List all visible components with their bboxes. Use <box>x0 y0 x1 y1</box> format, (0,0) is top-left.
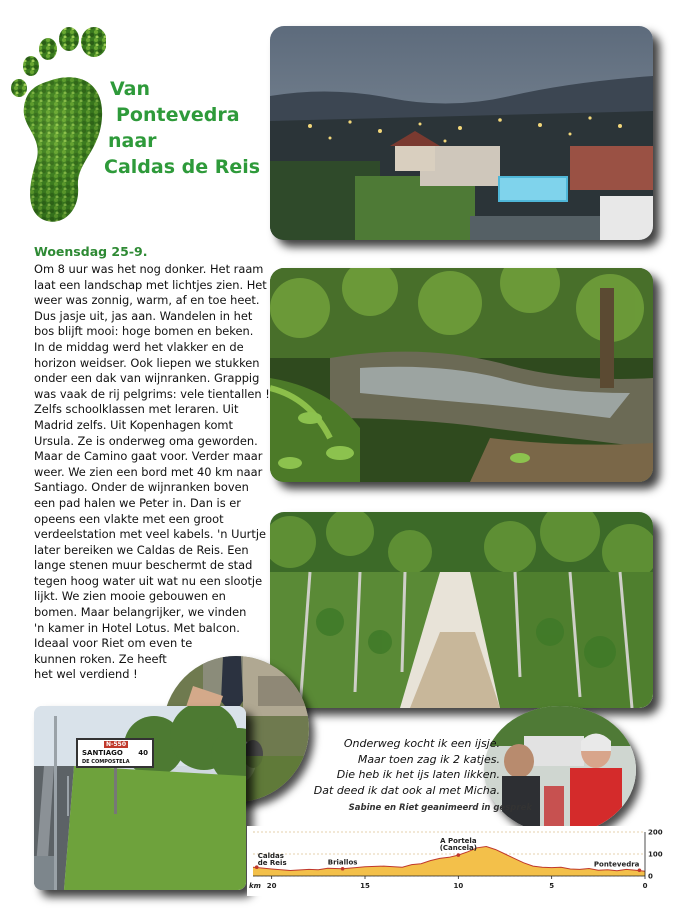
story-line: lijkt. We zien mooie gebouwen en <box>34 589 226 604</box>
title-line-1: Van <box>110 78 151 100</box>
page-title <box>104 76 268 180</box>
poem-line: Onderweg kocht ik een ijsje. <box>343 737 500 750</box>
photo-forest-stream <box>270 268 653 482</box>
story-line: laat een landschap met lichtjes zien. Het <box>34 277 267 292</box>
place-marker <box>638 868 642 872</box>
entry-date: Woensdag 25-9. <box>34 244 148 259</box>
story-line: Om 8 uur was het nog donker. Het raam <box>34 262 264 276</box>
story-line: Madrid zelfs. Uit Kopenhagen komt <box>34 417 233 432</box>
story-line: tegen hoog water uit wat nu een slootje <box>34 573 263 588</box>
story-line: later bereiken we Caldas de Reis. Een <box>34 542 249 557</box>
story-line: onder een dak van wijnranken. Grappig <box>34 371 260 386</box>
photo-night-town <box>270 26 653 240</box>
place-label: A Portela <box>440 837 477 846</box>
story-line: Ideaal voor Riet om even te <box>34 636 193 651</box>
story-line: horizon weidser. Ook liepen we stukken <box>34 355 260 370</box>
story-line: het wel verdiend ! <box>34 667 138 682</box>
x-tick-label: 10 <box>453 882 464 890</box>
footprint-logo <box>6 22 106 227</box>
poem-line: Dat deed ik dat ook al met Micha. <box>313 783 500 797</box>
photo-caption: Sabine en Riet geanimeerd in gesprek <box>348 803 532 813</box>
story-line: kunnen roken. Ze heeft <box>34 651 167 666</box>
story-line: verdeelstation met veel kabels. 'n Uurtje <box>34 527 267 542</box>
place-label: Briallos <box>327 858 358 867</box>
story-line: Ursula. Ze is onderweg oma geworden. <box>34 433 258 448</box>
story-line: Maar de Camino gaat voor. Verder maar <box>34 449 263 464</box>
place-marker <box>457 853 461 857</box>
place-label: de Reis <box>257 859 287 868</box>
title-line-3: naar <box>108 130 157 152</box>
sign-destination: SANTIAGO <box>82 749 123 757</box>
poem-line: Die heb ik het ijs laten likken. <box>336 768 500 781</box>
title-line-2: Pontevedra <box>116 104 240 126</box>
place-marker <box>341 867 345 871</box>
story-line: Zelfs schoolklassen met leraren. Uit <box>34 402 239 417</box>
place-label-sub: (Cancela) <box>439 844 477 853</box>
place-label: Pontevedra <box>593 860 640 869</box>
y-tick-label: 100 <box>648 850 663 859</box>
sign-distance: 40 <box>138 749 148 757</box>
x-tick-label: 20 <box>266 882 277 890</box>
story-line: 'n kamer in Hotel Lotus. Met balcon. <box>34 620 240 635</box>
x-tick-label: 5 <box>549 882 555 890</box>
title-line-4: Caldas de Reis <box>104 156 261 178</box>
story-line: Dus jasje uit, jas aan. Wandelen in het <box>34 308 253 323</box>
road-number: N-550 <box>106 741 127 748</box>
x-axis-label: km <box>249 882 261 890</box>
x-tick-label: 0 <box>642 882 648 890</box>
photo-vineyard-path <box>270 512 653 708</box>
y-tick-label: 200 <box>648 828 663 837</box>
x-tick-label: 15 <box>360 882 370 890</box>
story-line: een pad halen we Peter in. Dan is er <box>34 495 241 510</box>
story-line: opeens een vlakte met een groot <box>34 511 224 526</box>
y-tick-label: 0 <box>648 872 653 881</box>
photo-sabine-riet-circle <box>484 706 636 834</box>
story-text <box>34 262 270 683</box>
story-line: weer. We zien een bord met 40 km naar <box>34 464 263 479</box>
story-line: was vaak de rij pelgrims: vele tientallen ! <box>34 386 270 401</box>
story-line: weer was zonnig, warm, af en toe heet. <box>34 293 260 308</box>
story-line: bos blijft mooi: hoge bomen en beken. <box>34 324 254 339</box>
elevation-profile-chart <box>247 826 665 896</box>
story-line: In de middag werd het vlakker en de <box>34 339 244 354</box>
poem-text <box>300 736 500 798</box>
sign-subtitle: DE COMPOSTELA <box>82 759 130 765</box>
place-label: Caldas <box>257 852 284 861</box>
sign-post <box>114 768 117 814</box>
road-sign <box>76 738 154 768</box>
photo-road-sign <box>34 706 246 890</box>
story-line: Santiago. Onder de wijnranken boven <box>34 480 249 495</box>
story-line: bomen. Maar belangrijker, we vinden <box>34 605 247 620</box>
story-line: lange stenen muur beschermt de stad <box>34 558 253 573</box>
poem-line: Maar toen zag ik 2 katjes. <box>357 752 500 766</box>
